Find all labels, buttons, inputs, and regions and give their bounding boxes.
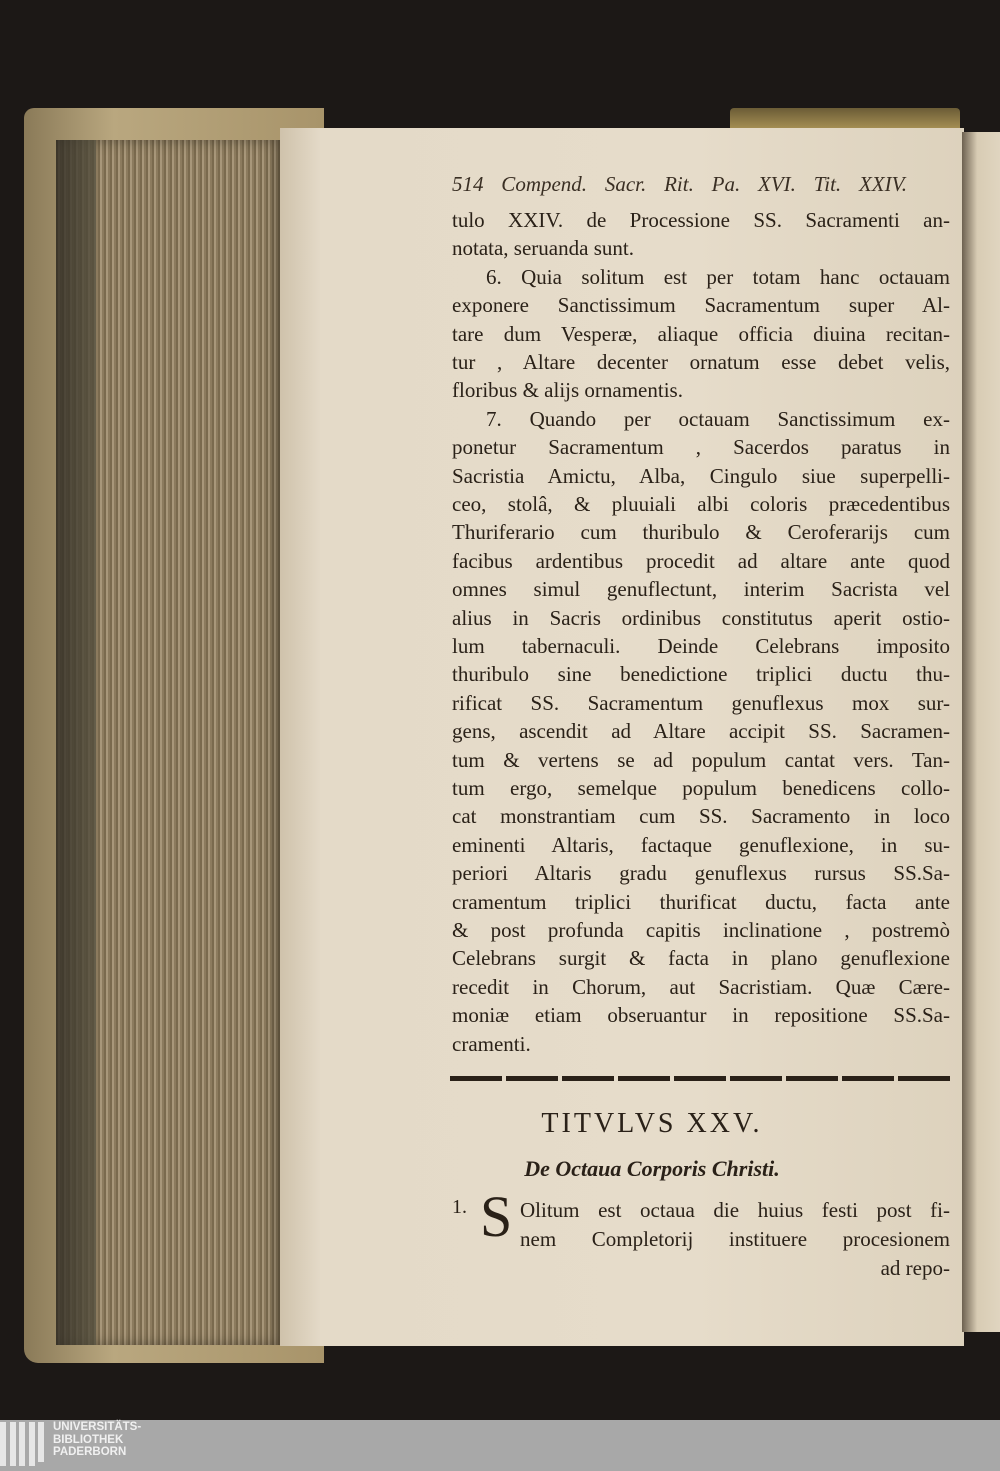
text-line: facibus ardentibus procedit ad altare ante quod: [452, 548, 950, 573]
footer-bar: [0, 1420, 1000, 1471]
text-line: cramenti.: [452, 1031, 531, 1056]
text-line: 6. Quia solitum est per totam hanc octauam: [486, 264, 950, 289]
text-line: moniæ etiam obseruantur in repositione SS.Sa-: [452, 1003, 950, 1028]
text-line: ponetur Sacramentum , Sacerdos paratus in: [452, 435, 950, 460]
text-line: gens, ascendit ad Altare accipit SS. Sacramen-: [452, 719, 950, 744]
text-line: omnes simul genuflectunt, interim Sacrista vel: [452, 577, 950, 602]
text-line: exponere Sanctissimum Sacramentum super Al-: [452, 293, 950, 318]
text-line: eminenti Altaris, factaque genuflexione, in su-: [452, 832, 950, 857]
library-logo-icon: [0, 1422, 46, 1470]
text-line: rificat SS. Sacramentum genuflexus mox sur-: [452, 690, 950, 715]
text-line: Celebrans surgit & facta in plano genuflexione: [452, 946, 950, 971]
text-line: tur , Altare decenter ornatum esse debet velis,: [452, 350, 950, 374]
logo-line: PADERBORN: [53, 1446, 127, 1458]
text-line: thuribulo sine benedictione triplici ductu thu-: [452, 662, 950, 687]
text-line: cat monstrantiam cum SS. Sacramento in loco: [452, 804, 950, 829]
section-subtitle: De Octaua Corporis Christi.: [524, 1156, 780, 1181]
section-rule: [450, 1076, 950, 1081]
logo-line: UNIVERSITÄTS-: [53, 1421, 142, 1433]
text-line: tare dum Vesperæ, aliaque officia diuina recitan-: [452, 321, 950, 346]
text-line: 7. Quando per octauam Sanctissimum ex-: [486, 406, 950, 431]
text-line: floribus & alijs ornamentis.: [452, 378, 683, 403]
logo-line: BIBLIOTHEK: [53, 1433, 124, 1446]
drop-cap: S: [480, 1184, 513, 1249]
text-line: & post profunda capitis inclinatione , postremò: [452, 918, 950, 942]
text-line: tum ergo, semelque populum benedicens collo-: [452, 776, 950, 800]
library-logo-text: [53, 1421, 141, 1459]
text-line: lum tabernaculi. Deinde Celebrans imposito: [452, 634, 950, 658]
text-line: Sacristia Amictu, Alba, Cingulo siue superpelli-: [452, 463, 950, 488]
gilt-edge: [730, 108, 960, 130]
page-edges-shadow: [56, 140, 96, 1345]
text-line: ceo, stolâ, & pluuiali albi coloris præcedentibus: [452, 492, 950, 516]
paragraph-line: nem Completorij instituere procesionem: [520, 1227, 950, 1251]
text-line: cramentum triplici thurificat ductu, facta ante: [452, 889, 950, 914]
text-line: tum & vertens se ad populum cantat vers. Tan-: [452, 747, 950, 772]
paragraph-line: ad repo-: [880, 1256, 950, 1280]
text-line: Thuriferario cum thuribulo & Ceroferarijs cum: [452, 520, 950, 545]
paragraph-line: Olitum est octaua die huius festi post fi-: [520, 1198, 950, 1222]
facing-page-edge: [962, 132, 1000, 1332]
running-head: 514 Compend. Sacr. Rit. Pa. XVI. Tit. XXIV.: [452, 172, 907, 196]
section-title: TITVLVS XXV.: [541, 1108, 763, 1139]
text-line: periori Altaris gradu genuflexus rursus SS.Sa-: [452, 861, 950, 886]
text-line: alius in Sacris ordinibus constitutus aperit ostio-: [452, 605, 950, 630]
text-line: notata, seruanda sunt.: [452, 236, 634, 261]
text-line: tulo XXIV. de Processione SS. Sacramenti an-: [452, 208, 950, 232]
paragraph-number: 1.: [452, 1196, 467, 1218]
text-line: recedit in Chorum, aut Sacristiam. Quæ Cære-: [452, 974, 950, 999]
